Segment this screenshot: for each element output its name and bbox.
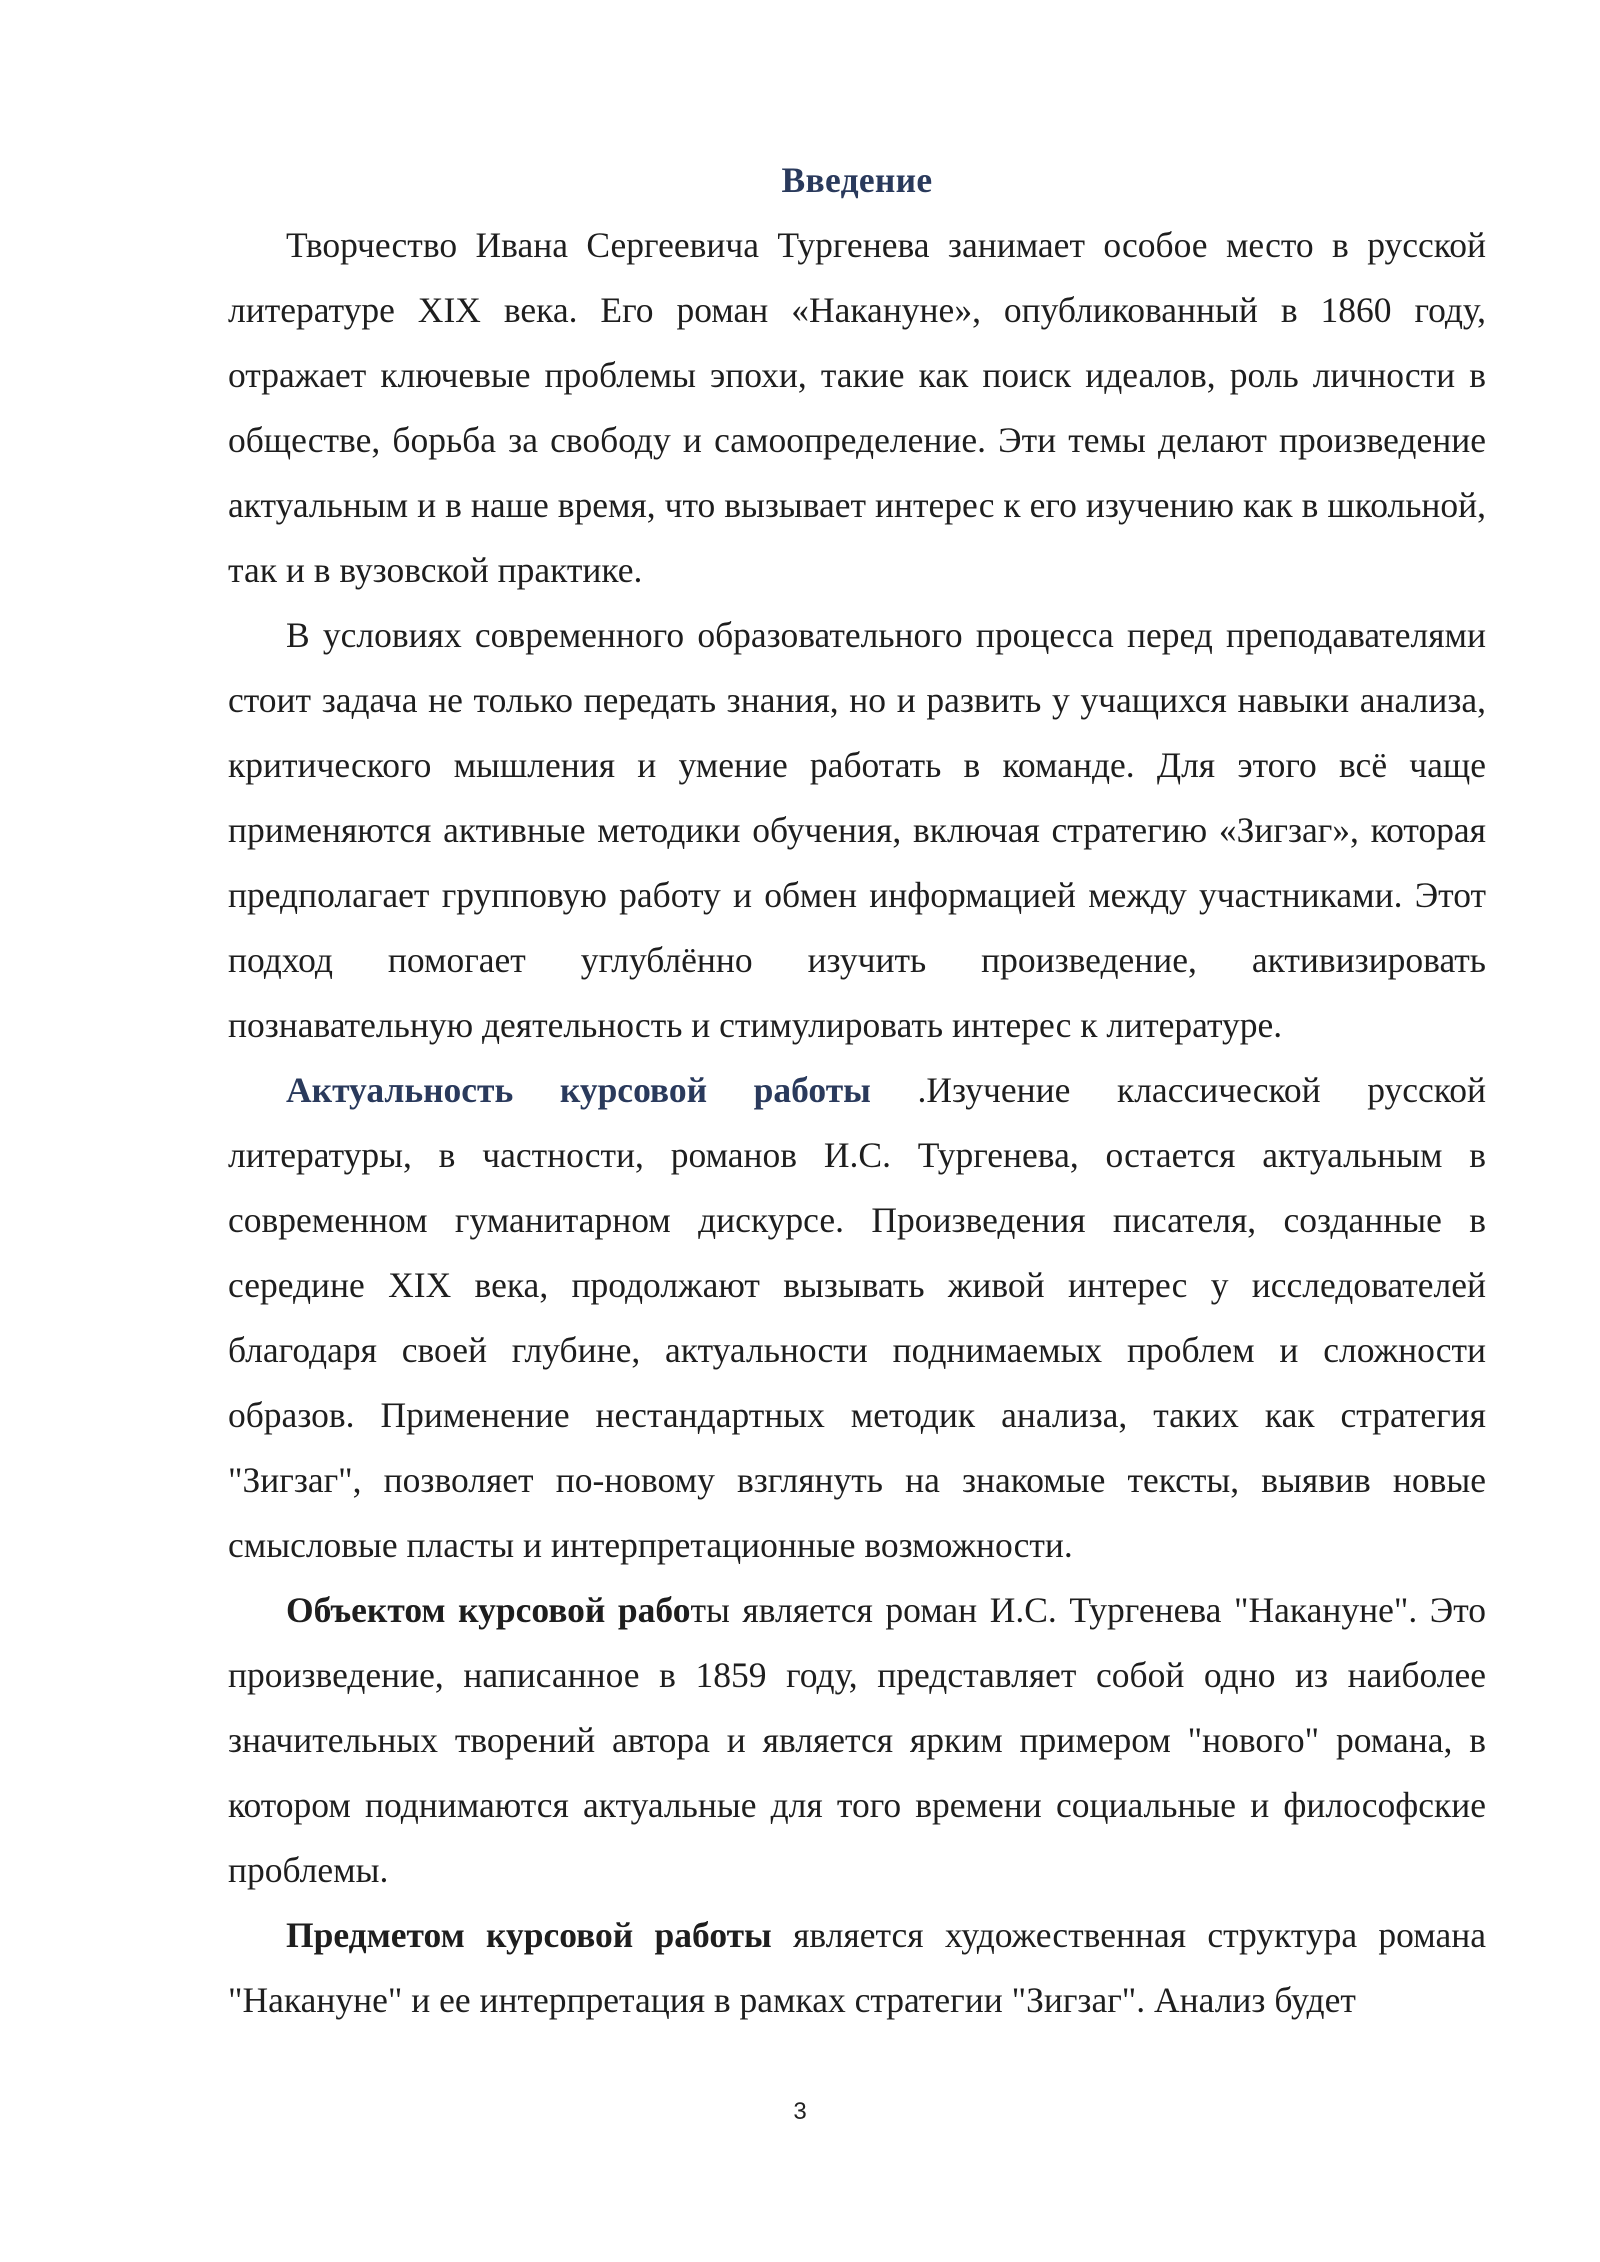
paragraph-methods: В условиях современного образовательного процесса перед преподавателями стоит задача не только передать знания, но и развить у учащихся навыки анализа, критического мышления и умение работать в команде. Для этого всё чаще применяются активные методики обучения, включая стратегию «Зигзаг», которая предполагает групповую работу и обмен информацией между участниками. Этот подход помогает углублённо изучить произведение, активизировать познавательную деятельность и стимулировать интерес к литературе. [228, 615, 1486, 1045]
object-label: Объектом курсовой рабо [286, 1590, 691, 1630]
paragraph-subject [228, 1903, 1486, 2033]
object-text: ты является роман И.С. Тургенева "Накануне". Это произведение, написанное в 1859 году, представляет собой одно из наиболее значительных творений автора и является ярким примером "нового" романа, в котором поднимаются актуальные для того времени социальные и философские проблемы. [228, 1590, 1486, 1890]
paragraph-intro: Творчество Ивана Сергеевича Тургенева занимает особое место в русской литературе XIX века. Его роман «Накануне», опубликованный в 1860 году, отражает ключевые проблемы эпохи, такие как поиск идеалов, роль личности в обществе, борьба за свободу и самоопределение. Эти темы делают произведение актуальным и в наше время, что вызывает интерес к его изучению как в школьной, так и в вузовской практике. [228, 225, 1486, 590]
subject-label: Предметом курсовой работы [286, 1915, 772, 1955]
page-content [228, 148, 1486, 2033]
paragraph-object [228, 1578, 1486, 1903]
paragraph-relevance [228, 1058, 1486, 1578]
subject-text: является художественная структура романа "Накануне" и ее интерпретация в рамках стратегии "Зигзаг". Анализ будет [228, 1915, 1486, 2020]
relevance-label: Актуальность курсовой работы [286, 1070, 871, 1110]
section-heading: Введение [781, 160, 933, 200]
page-number: 3 [793, 2098, 807, 2125]
relevance-text: .Изучение классической русской литературы, в частности, романов И.С. Тургенева, остается актуальным в современном гуманитарном дискурсе. Произведения писателя, созданные в середине XIX века, продолжают вызывать живой интерес у исследователей благодаря своей глубине, актуальности поднимаемых проблем и сложности образов. Применение нестандартных методик анализа, таких как стратегия "Зигзаг", позволяет по-новому взглянуть на знакомые тексты, выявив новые смысловые пласты и интерпретационные возможности. [228, 1070, 1486, 1565]
